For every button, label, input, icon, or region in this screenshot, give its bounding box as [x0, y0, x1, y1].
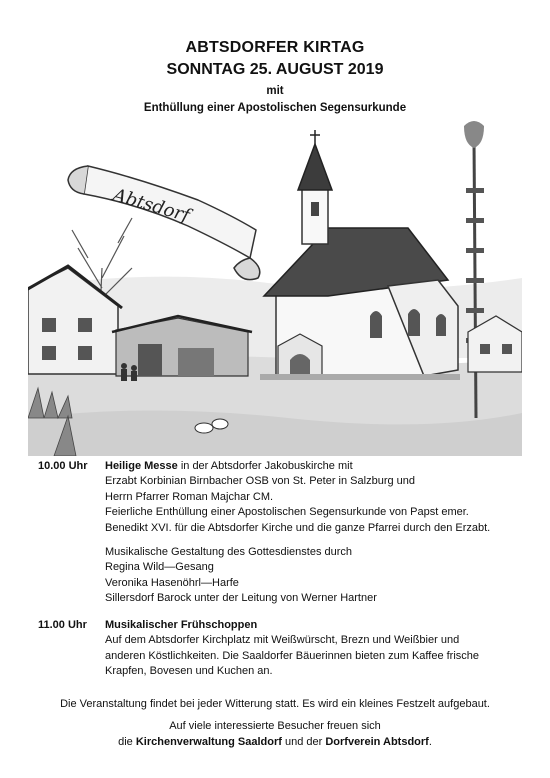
program-item-2	[38, 618, 528, 682]
program-title: Heilige Messe	[105, 460, 178, 472]
banner-text: Abtsdorf	[110, 184, 192, 227]
church-illustration	[28, 118, 522, 456]
program-title: Musikalischer Frühschoppen	[105, 619, 258, 631]
welcome-line: Auf viele interessierte Besucher freuen sich	[169, 720, 381, 732]
program-line: Benedikt XVI. für die Abtsdorfer Kirche und die ganze Pfarrei durch den Erzabt.	[105, 521, 491, 534]
program-line: Krapfen, Bovesen und Kuchen an.	[105, 665, 273, 678]
music-line: Sillersdorf Barock unter der Leitung von Werner Hartner	[105, 592, 377, 605]
host-kirchenverwaltung: Kirchenverwaltung Saaldorf	[135, 736, 282, 748]
weather-note: Die Veranstaltung findet bei jeder Witterung statt. Es wird ein kleines Festzelt aufgebaut.	[60, 698, 490, 710]
program-line: Herrn Pfarrer Roman Majchar CM.	[105, 490, 274, 503]
page-title: ABTSDORFER KIRTAG	[185, 39, 365, 56]
hosts-line: die Kirchenverwaltung Saaldorf und der Dorfverein Abtsdorf.	[118, 736, 432, 748]
subtitle-line-1: Enthüllung einer Apostolischen Segensurkunde	[143, 102, 407, 114]
program-line: Feierliche Enthüllung einer Apostolischen Segensurkunde von Papst emer.	[105, 506, 469, 519]
program-title-rest: in der Abtsdorfer Jakobuskirche mit	[177, 460, 353, 472]
program-line: anderen Köstlichkeiten. Die Saaldorfer Bäuerinnen bieten zum Kaffee frische	[105, 649, 480, 662]
music-line: Musikalische Gestaltung des Gottesdienstes durch	[105, 546, 353, 559]
music-line: Regina Wild—Gesang	[105, 561, 214, 574]
host-dorfverein: Dorfverein Abtsdorf	[325, 736, 429, 748]
program-line: Auf dem Abtsdorfer Kirchplatz mit Weißwürscht, Brezn und Weißbier und	[105, 634, 460, 647]
event-date: SONNTAG 25. AUGUST 2019	[166, 61, 384, 78]
footer	[0, 696, 550, 750]
program-line: Erzabt Korbinian Birnbacher OSB von St. Peter in Salzburg und	[105, 475, 416, 488]
program-time: 11.00 Uhr	[38, 619, 87, 631]
music-line: Veronika Hasenöhrl—Harfe	[105, 576, 239, 589]
subtitle-with: mit	[266, 85, 284, 97]
program-time: 10.00 Uhr	[38, 460, 88, 472]
program-item-1	[38, 459, 528, 609]
